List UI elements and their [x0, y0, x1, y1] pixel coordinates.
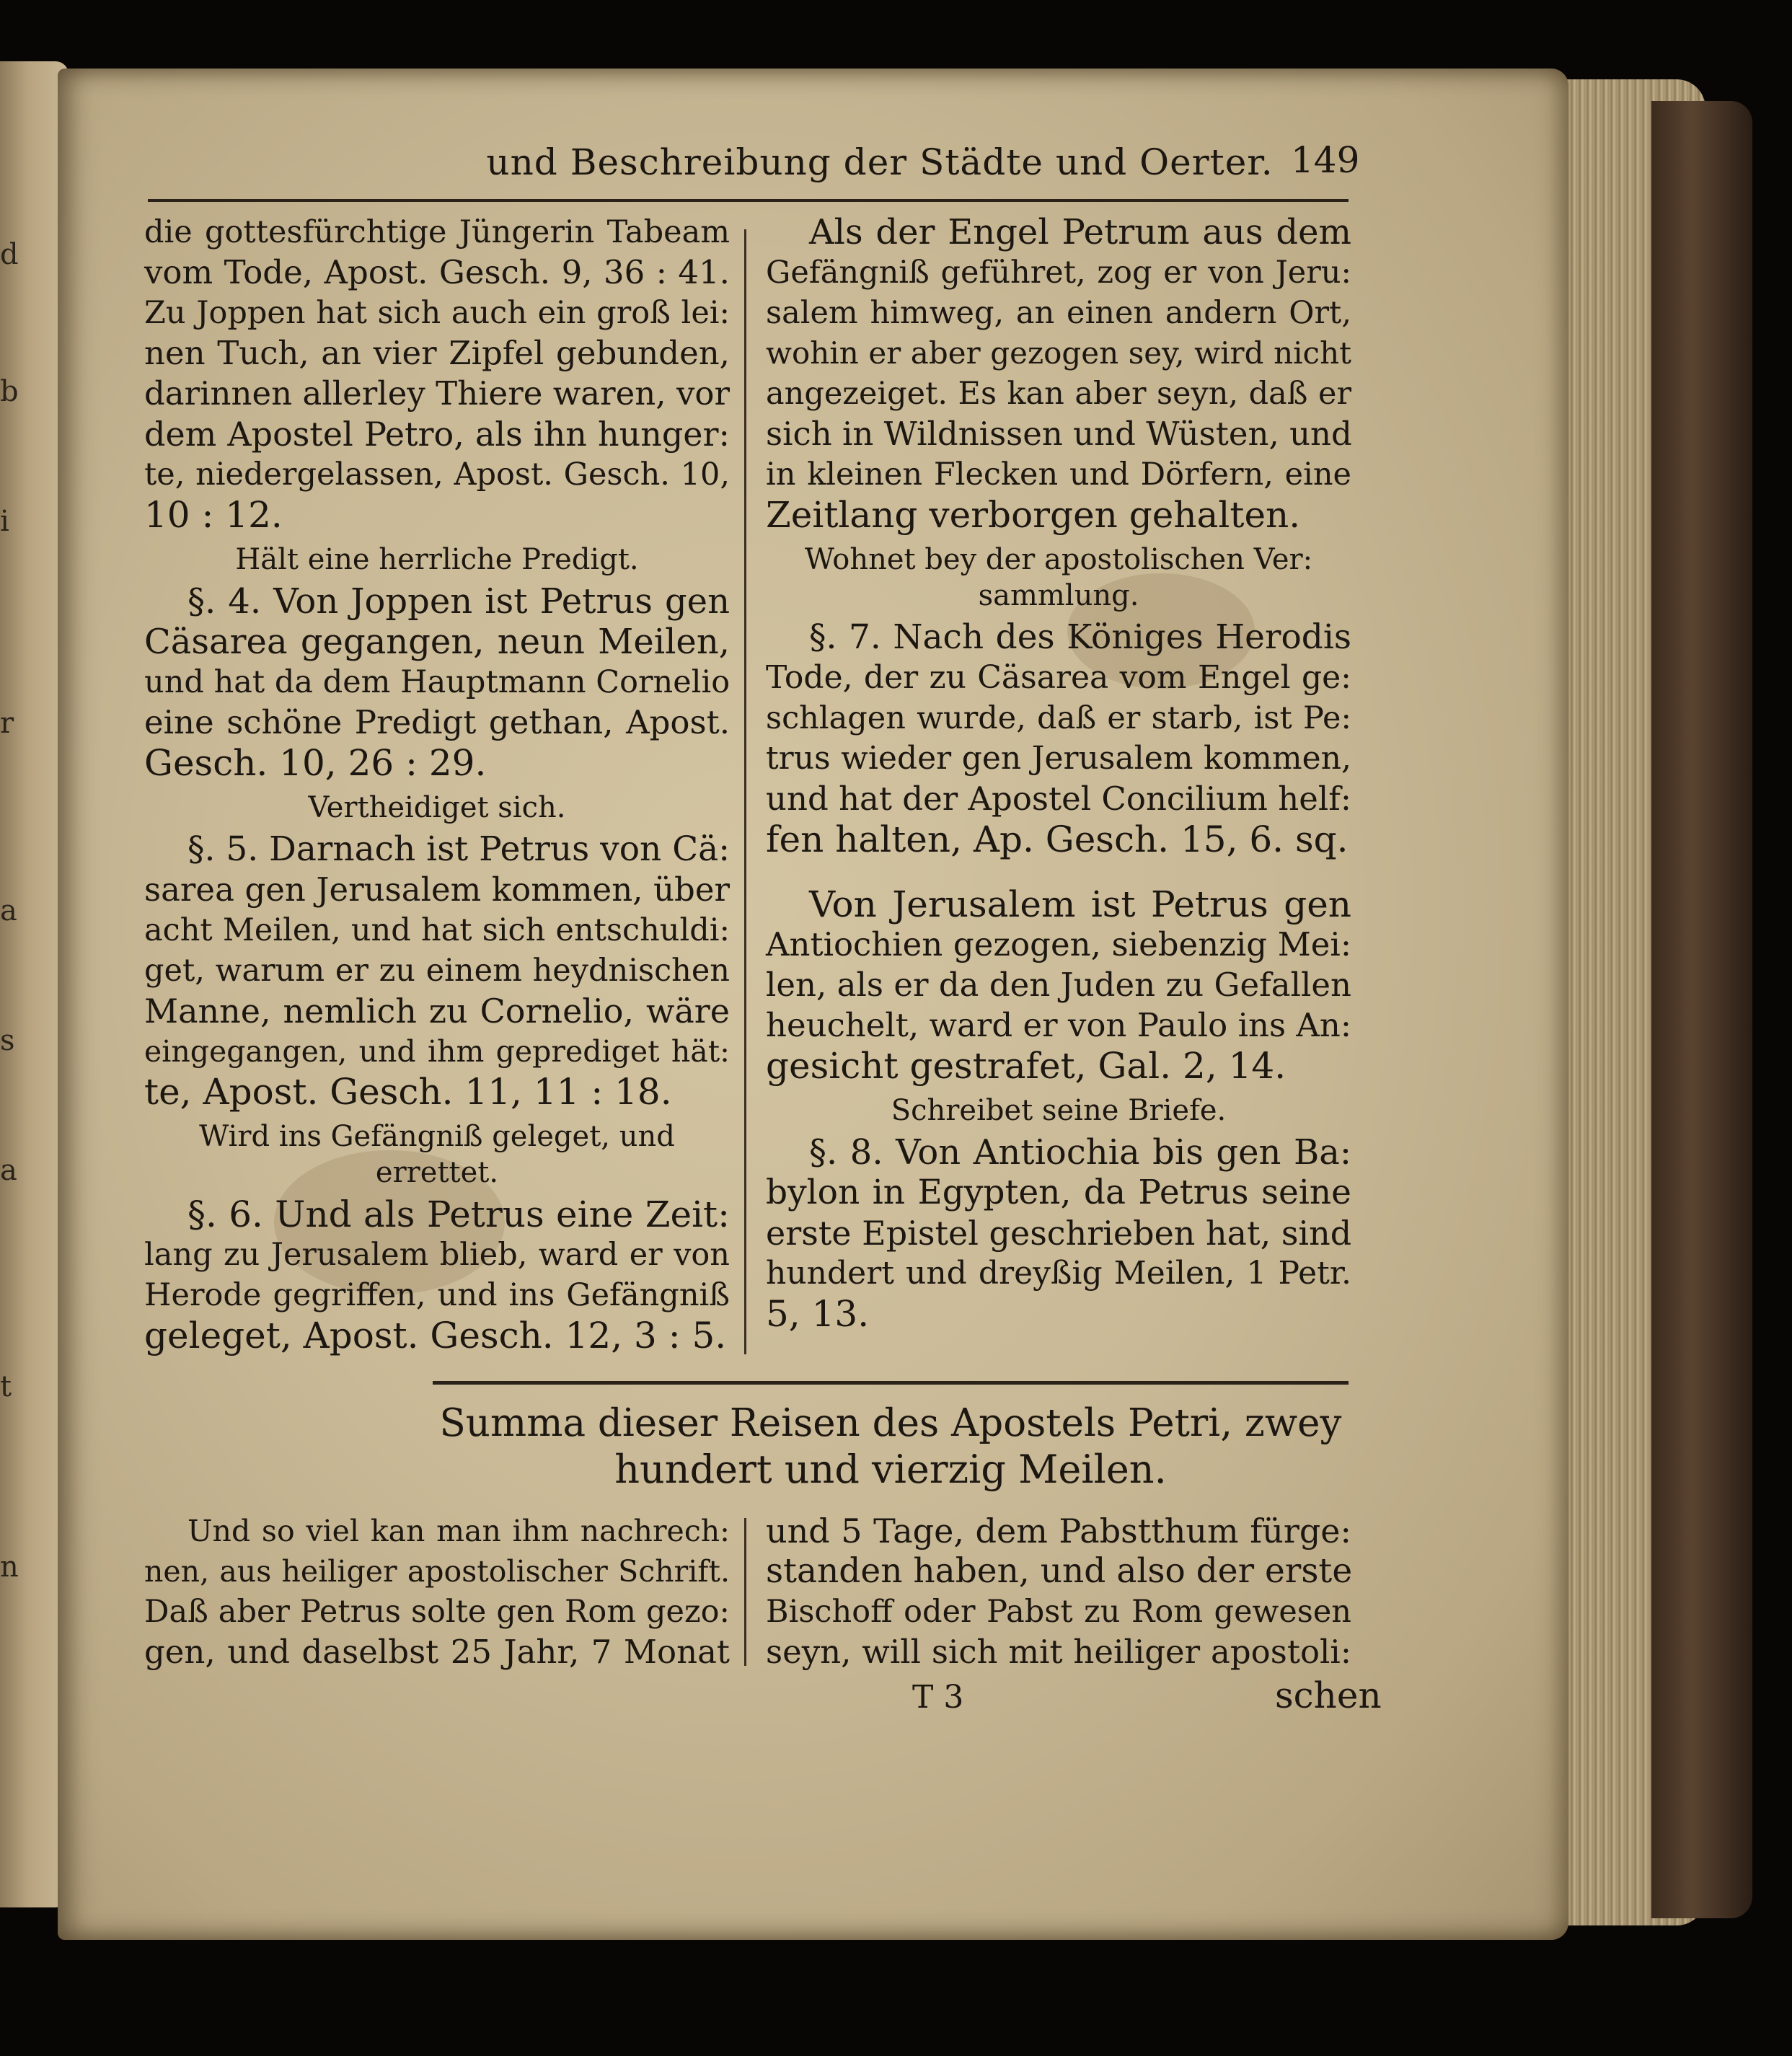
text-line: te, niedergelassen, Apost. Gesch. 10,: [144, 456, 730, 493]
text-line: sarea gen Jerusalem kommen, über: [144, 870, 730, 909]
marginal-heading: Wird ins Gefängniß geleget, und: [199, 1120, 675, 1153]
text-line: sich in Wildnissen und Wüsten, und: [766, 415, 1352, 453]
text-line: §. 5. Darnach ist Petrus von Cä:: [187, 829, 731, 869]
text-line: 5, 13.: [766, 1293, 870, 1335]
text-line: Manne, nemlich zu Cornelio, wäre: [144, 992, 730, 1031]
facing-page-letter: s: [0, 1024, 15, 1057]
summa-line-1: Summa dieser Reisen des Apostels Petri, zwey: [439, 1401, 1342, 1445]
text-line: gesicht gestrafet, Gal. 2, 14.: [766, 1045, 1286, 1087]
text-line: §. 8. Von Antiochia bis gen Ba:: [809, 1132, 1351, 1173]
text-line: Bischoff oder Pabst zu Rom gewesen: [766, 1594, 1351, 1630]
text-line: wohin er aber gezogen sey, wird nicht: [766, 335, 1351, 371]
text-line: len, als er da den Juden zu Gefallen: [766, 966, 1351, 1004]
text-line: trus wieder gen Jerusalem kommen,: [766, 740, 1351, 777]
paragraph-gap: [766, 860, 1351, 884]
text-line: Gefängniß geführet, zog er von Jeru:: [766, 255, 1351, 291]
text-line: salem himweg, an einen andern Ort,: [766, 295, 1351, 331]
header-rule: [148, 199, 1349, 202]
text-line: te, Apost. Gesch. 11, 11 : 18.: [144, 1071, 672, 1113]
text-line: gen, und daselbst 25 Jahr, 7 Monat: [144, 1633, 730, 1671]
text-line: §. 4. Von Joppen ist Petrus gen: [187, 581, 730, 622]
text-line: Von Jerusalem ist Petrus gen: [809, 883, 1351, 925]
marginal-heading: errettet.: [375, 1156, 499, 1189]
marginal-heading: Vertheidiget sich.: [308, 791, 566, 824]
text-line: acht Meilen, und hat sich entschuldi:: [144, 912, 730, 948]
facing-page-letter: a: [0, 894, 17, 927]
page-number: 149: [1291, 139, 1360, 181]
text-line: Als der Engel Petrum aus dem: [809, 212, 1351, 252]
text-line: hundert und dreyßig Meilen, 1 Petr.: [766, 1255, 1351, 1292]
text-line: Gesch. 10, 26 : 29.: [144, 742, 487, 784]
facing-page-letter: d: [0, 238, 19, 271]
bottom-right-column: [766, 1511, 1351, 1672]
summa-line-2: hundert und vierzig Meilen.: [614, 1447, 1167, 1492]
text-line: darinnen allerley Thiere waren, vor: [144, 374, 730, 412]
text-line: seyn, will sich mit heiliger apostoli:: [766, 1633, 1351, 1671]
marginal-heading: Schreibet seine Briefe.: [891, 1094, 1227, 1127]
summa-block: [433, 1400, 1349, 1493]
text-line: vom Tode, Apost. Gesch. 9, 36 : 41.: [144, 253, 730, 291]
text-line: die gottesfürchtige Jüngerin Tabeam: [144, 214, 730, 250]
text-line: nen Tuch, an vier Zipfel gebunden,: [144, 334, 730, 372]
signature-mark: T 3: [912, 1679, 964, 1716]
bottom-column-divider: [744, 1518, 746, 1666]
text-line: in kleinen Flecken und Dörfern, eine: [766, 456, 1351, 493]
left-column: [144, 212, 730, 1356]
text-line: angezeiget. Es kan aber seyn, daß er: [766, 376, 1351, 412]
text-line: eine schöne Predigt gethan, Apost.: [144, 703, 730, 741]
text-line: Antiochien gezogen, siebenzig Mei:: [766, 925, 1351, 963]
summa-rule: [433, 1381, 1349, 1385]
text-line: heuchelt, ward er von Paulo ins An:: [766, 1006, 1351, 1044]
text-line: bylon in Egypten, da Petrus seine: [766, 1173, 1351, 1212]
text-line: eingegangen, und ihm geprediget hät:: [144, 1034, 730, 1069]
facing-page-letter: i: [0, 505, 9, 538]
text-line: §. 6. Und als Petrus eine Zeit:: [187, 1194, 730, 1235]
text-line: get, warum er zu einem heydnischen: [144, 953, 730, 989]
marginal-heading: sammlung.: [978, 579, 1139, 612]
facing-page-letter: b: [0, 375, 19, 408]
text-line: standen haben, und also der erste: [766, 1551, 1353, 1591]
text-line: Herode gegriffen, und ins Gefängniß: [144, 1277, 730, 1313]
text-line: und hat da dem Hauptmann Cornelio: [144, 664, 731, 700]
marginal-heading: Wohnet bey der apostolischen Ver:: [804, 543, 1313, 576]
text-line: und 5 Tage, dem Pabstthum fürge:: [766, 1512, 1351, 1550]
text-line: Tode, der zu Cäsarea vom Engel ge:: [766, 659, 1351, 696]
catchword: schen: [1275, 1675, 1382, 1716]
text-line: Und so viel kan man ihm nachrech:: [187, 1514, 730, 1548]
marginal-heading: Hält eine herrliche Predigt.: [235, 543, 639, 576]
facing-page-letter: r: [0, 707, 14, 740]
text-line: Cäsarea gegangen, neun Meilen,: [144, 622, 730, 662]
book-cover: [1651, 101, 1752, 1918]
text-line: 10 : 12.: [144, 494, 283, 536]
text-line: und hat der Apostel Concilium helf:: [766, 780, 1352, 818]
right-column: [766, 212, 1351, 1334]
facing-page-letter: n: [0, 1550, 19, 1584]
text-line: nen, aus heiliger apostolischer Schrift.: [144, 1554, 730, 1589]
text-line: §. 7. Nach des Königes Herodis: [809, 617, 1351, 657]
facing-page-letter: t: [0, 1370, 12, 1403]
text-line: fen halten, Ap. Gesch. 15, 6. sq.: [766, 819, 1349, 860]
column-divider: [744, 229, 746, 1354]
text-line: erste Epistel geschrieben hat, sind: [766, 1214, 1352, 1253]
text-line: dem Apostel Petro, als ihn hunger:: [144, 415, 730, 454]
text-line: Zu Joppen hat sich auch ein groß lei:: [144, 295, 730, 331]
running-head: und Beschreibung der Städte und Oerter.: [486, 141, 1274, 183]
text-line: Zeitlang verborgen gehalten.: [766, 494, 1301, 536]
text-line: Daß aber Petrus solte gen Rom gezo:: [144, 1594, 730, 1630]
text-line: lang zu Jerusalem blieb, ward er von: [144, 1237, 730, 1273]
text-line: schlagen wurde, daß er starb, ist Pe:: [766, 700, 1351, 736]
text-line: geleget, Apost. Gesch. 12, 3 : 5.: [144, 1315, 727, 1356]
facing-page-letter: a: [0, 1154, 17, 1187]
bottom-left-column: [144, 1511, 730, 1672]
